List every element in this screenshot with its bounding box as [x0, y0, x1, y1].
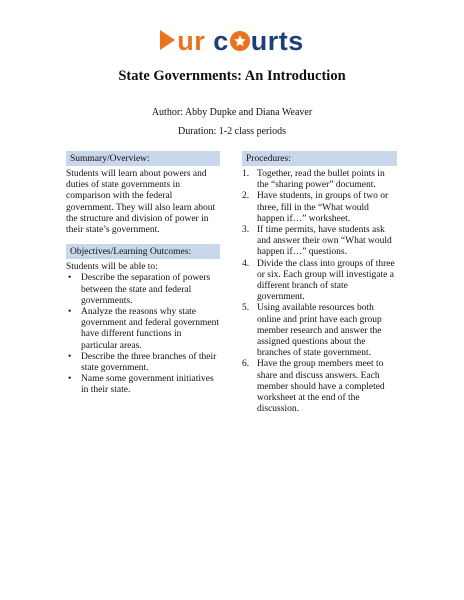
- logo-word-courts-suffix: urts: [250, 26, 304, 56]
- procedure-text: Together, read the bullet points in the “sharing power” document.: [257, 169, 385, 191]
- objective-item: • Describe the separation of powers between the state and federal governments.: [66, 273, 220, 307]
- author-line: Author: Abby Dupke and Diana Weaver: [151, 107, 313, 118]
- logo-word-our: ur: [177, 26, 206, 56]
- procedure-text: Have the group members meet to share and discuss answers. Each member should have a completed worksheet at the end of the discussion.: [257, 359, 385, 415]
- logo-word-courts-prefix: c: [213, 26, 229, 56]
- play-triangle-icon: [160, 30, 175, 50]
- page-title: State Governments: An Introduction: [118, 68, 346, 84]
- procedure-text: Using available resources both online and print have each group member research and answer the assigned questions about the branches of state government.: [257, 303, 382, 359]
- procedure-number: 5.: [242, 303, 250, 314]
- right-column: [242, 151, 397, 415]
- objectives-list: [66, 273, 220, 396]
- procedure-item: [242, 225, 397, 259]
- procedure-text: If time permits, have students ask and answer their own “What would happen if…” questions.: [257, 225, 392, 258]
- procedure-item: [242, 169, 397, 191]
- procedure-number: 4.: [242, 258, 250, 269]
- objective-item: • Name some government initiatives in their state.: [66, 374, 220, 396]
- procedure-item: [242, 359, 397, 415]
- objectives-heading: Objectives/Learning Outcomes:: [66, 244, 220, 259]
- procedure-item: [242, 259, 397, 304]
- left-column: [66, 151, 220, 397]
- procedures-list: [242, 169, 397, 415]
- summary-heading: Summary/Overview:: [66, 151, 220, 166]
- duration-line: Duration: 1-2 class periods: [177, 126, 287, 137]
- objective-item: • Analyze the reasons why state government and federal government have different functions in particular areas.: [66, 307, 220, 352]
- star-icon: [230, 31, 250, 51]
- procedure-number: 2.: [242, 191, 250, 202]
- our-courts-logo: [0, 26, 464, 56]
- procedure-item: [242, 191, 397, 225]
- procedure-number: 3.: [242, 225, 250, 236]
- procedure-number: 1.: [242, 169, 250, 179]
- objective-item: • Describe the three branches of their state government.: [66, 352, 220, 374]
- objectives-intro: Students will be able to:: [66, 262, 158, 273]
- procedure-text: Divide the class into groups of three or six. Each group will investigate a different branch of state government.: [257, 258, 395, 303]
- procedure-item: [242, 303, 397, 359]
- procedure-number: 6.: [242, 359, 250, 370]
- procedures-heading: Procedures:: [242, 151, 397, 166]
- procedure-text: Have students, in groups of two or three, fill in the “What would happen if…” worksheet.: [257, 191, 389, 224]
- summary-text: Students will learn about powers and duties of state governments in comparison with the federal government. They will also learn about the structure and division of power in their state’s government.: [66, 169, 216, 236]
